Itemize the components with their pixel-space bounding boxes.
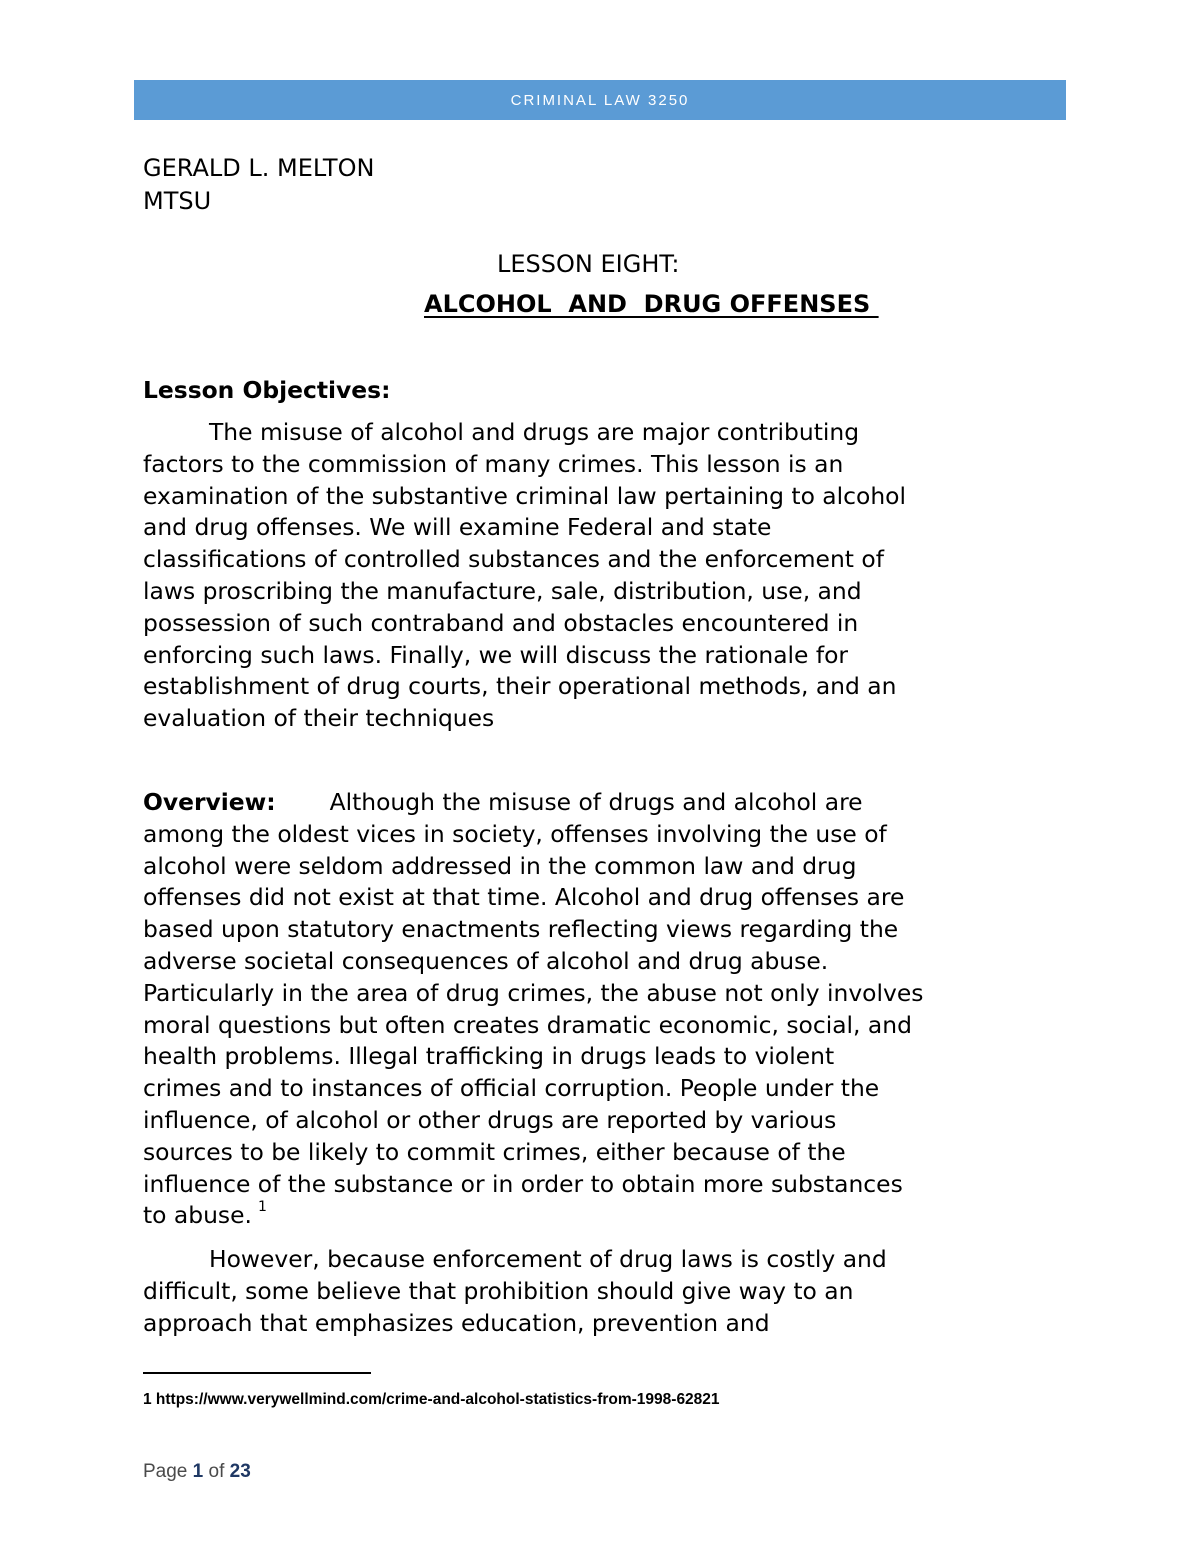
- paragraph-line: influence of the substance or in order to obtain more substances: [143, 1169, 903, 1198]
- footnote-reference[interactable]: 1: [257, 1199, 267, 1216]
- footnote-text[interactable]: 1 https://www.verywellmind.com/crime-and-alcohol-statistics-from-1998-62821: [143, 1391, 720, 1408]
- overview-paragraph: [143, 787, 1063, 1232]
- lesson-title: ALCOHOL AND DRUG OFFENSES: [424, 290, 879, 318]
- objectives-heading: Lesson Objectives:: [143, 376, 391, 404]
- footnote-separator: [143, 1372, 371, 1374]
- paragraph-line: establishment of drug courts, their operational methods, and an: [143, 672, 897, 701]
- paragraph-line: [143, 787, 1063, 819]
- continuation-paragraph: [143, 1244, 1063, 1339]
- paragraph-line: and drug offenses. We will examine Federal and state: [143, 513, 772, 542]
- footer-total-pages: 23: [229, 1461, 251, 1482]
- paragraph-line: crimes and to instances of official corruption. People under the: [143, 1074, 880, 1103]
- paragraph-line: adverse societal consequences of alcohol and drug abuse.: [143, 946, 829, 975]
- paragraph-line: alcohol were seldom addressed in the common law and drug: [143, 851, 857, 880]
- paragraph-line: enforcing such laws. Finally, we will discuss the rationale for: [143, 640, 849, 669]
- paragraph-line: health problems. Illegal trafficking in drugs leads to violent: [143, 1042, 835, 1071]
- author-block: [143, 152, 374, 218]
- objectives-paragraph: [143, 417, 1063, 735]
- paragraph-line: offenses did not exist at that time. Alcohol and drug offenses are: [143, 883, 905, 912]
- paragraph-line: Particularly in the area of drug crimes, the abuse not only involves: [143, 978, 924, 1007]
- paragraph-line: laws proscribing the manufacture, sale, distribution, use, and: [143, 576, 862, 605]
- paragraph-line: factors to the commission of many crimes. This lesson is an: [143, 449, 844, 478]
- lesson-label: LESSON EIGHT:: [497, 250, 680, 278]
- paragraph-line: examination of the substantive criminal law pertaining to alcohol: [143, 481, 906, 510]
- author-name: GERALD L. MELTON: [143, 154, 375, 182]
- paragraph-line: moral questions but often creates dramatic economic, social, and: [143, 1010, 912, 1039]
- footer-of-word: of: [208, 1461, 225, 1482]
- paragraph-line: possession of such contraband and obstacles encountered in: [143, 608, 859, 637]
- overview-first-line: Although the misuse of drugs and alcohol are: [329, 788, 863, 816]
- overview-last-line: to abuse.: [143, 1201, 252, 1230]
- author-institution: MTSU: [143, 187, 212, 215]
- paragraph-line: However, because enforcement of drug laws is costly and: [209, 1245, 887, 1273]
- paragraph-line: The misuse of alcohol and drugs are major contributing: [209, 418, 860, 446]
- paragraph-line: difficult, some believe that prohibition should give way to an: [143, 1276, 854, 1305]
- paragraph-line: classifications of controlled substances and the enforcement of: [143, 545, 884, 574]
- paragraph-line: [143, 1200, 1063, 1232]
- course-title: CRIMINAL LAW 3250: [510, 91, 690, 109]
- paragraph-line: sources to be likely to commit crimes, either because of the: [143, 1137, 846, 1166]
- paragraph-line: approach that emphasizes education, prevention and: [143, 1308, 770, 1337]
- paragraph-line: based upon statutory enactments reflecting views regarding the: [143, 915, 899, 944]
- overview-label: Overview:: [143, 788, 276, 816]
- page-number-footer: [143, 1461, 251, 1483]
- footer-page-word: Page: [143, 1461, 188, 1482]
- paragraph-line: evaluation of their techniques: [143, 704, 495, 733]
- paragraph-line: among the oldest vices in society, offenses involving the use of: [143, 819, 887, 848]
- page-header-band: [134, 80, 1066, 120]
- footer-current-page: 1: [192, 1461, 204, 1482]
- paragraph-line: influence, of alcohol or other drugs are reported by various: [143, 1105, 837, 1134]
